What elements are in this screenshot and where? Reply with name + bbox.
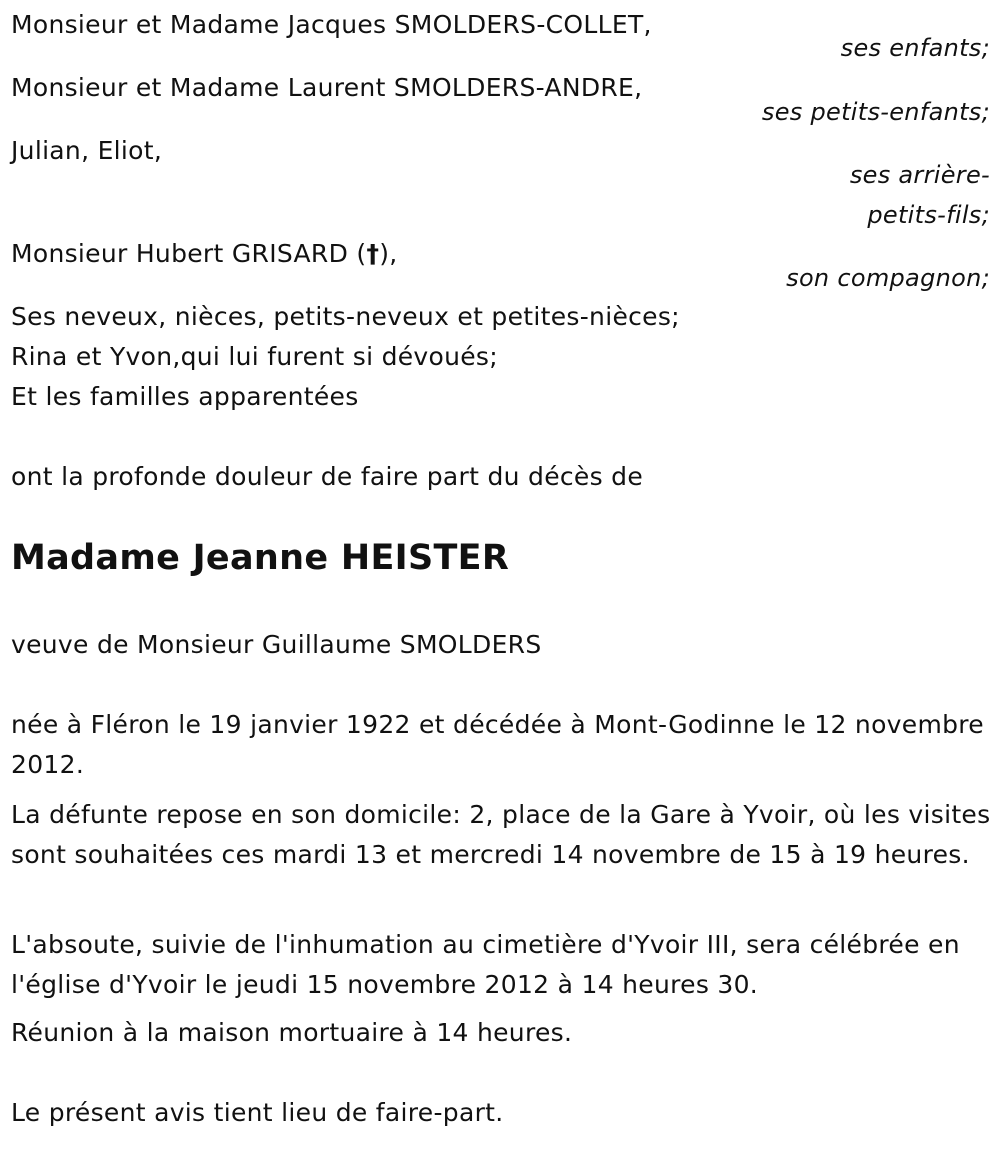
gathering-line: Réunion à la maison mortuaire à 14 heures. — [11, 1018, 573, 1047]
related-families-line: Et les familles apparentées — [11, 382, 359, 411]
companion-name — [11, 239, 398, 269]
caregivers-line: Rina et Yvon,qui lui furent si dévoués; — [11, 342, 498, 371]
cross-icon: † — [366, 239, 380, 268]
grandchildren-name: Monsieur et Madame Laurent SMOLDERS-ANDRE, — [11, 73, 643, 102]
children-role: ses enfants; — [840, 34, 990, 62]
deceased-name: Madame Jeanne HEISTER — [11, 538, 510, 578]
intro-line: ont la profonde douleur de faire part du décès de — [11, 462, 644, 491]
ceremony-paragraph: L'absoute, suivie de l'inhumation au cimetière d'Yvoir III, sera célébrée en l'église d'Yvoir le jeudi 15 novembre 2012 à 14 heures 30. — [11, 930, 960, 999]
widow-of-line: veuve de Monsieur Guillaume SMOLDERS — [11, 630, 542, 659]
companion-name-prefix: Monsieur Hubert GRISARD ( — [11, 239, 367, 268]
grandchildren-role: ses petits-enfants; — [761, 98, 990, 126]
children-name: Monsieur et Madame Jacques SMOLDERS-COLLET, — [11, 10, 652, 39]
great-grandchildren-role-line2: petits-fils; — [867, 201, 990, 229]
birth-death-paragraph: née à Fléron le 19 janvier 1922 et décédée à Mont-Godinne le 12 novembre 2012. — [11, 710, 984, 779]
notice-line: Le présent avis tient lieu de faire-part. — [11, 1098, 504, 1127]
nephews-line: Ses neveux, nièces, petits-neveux et petites-nièces; — [11, 302, 680, 331]
companion-role: son compagnon; — [786, 264, 990, 292]
companion-name-suffix: ), — [379, 239, 398, 268]
visitation-paragraph: La défunte repose en son domicile: 2, place de la Gare à Yvoir, où les visites sont souhaitées ces mardi 13 et mercredi 14 novembre de 15 à 19 heures. — [11, 800, 991, 869]
great-grandchildren-name: Julian, Eliot, — [11, 136, 163, 165]
great-grandchildren-role-line1: ses arrière- — [849, 161, 990, 189]
